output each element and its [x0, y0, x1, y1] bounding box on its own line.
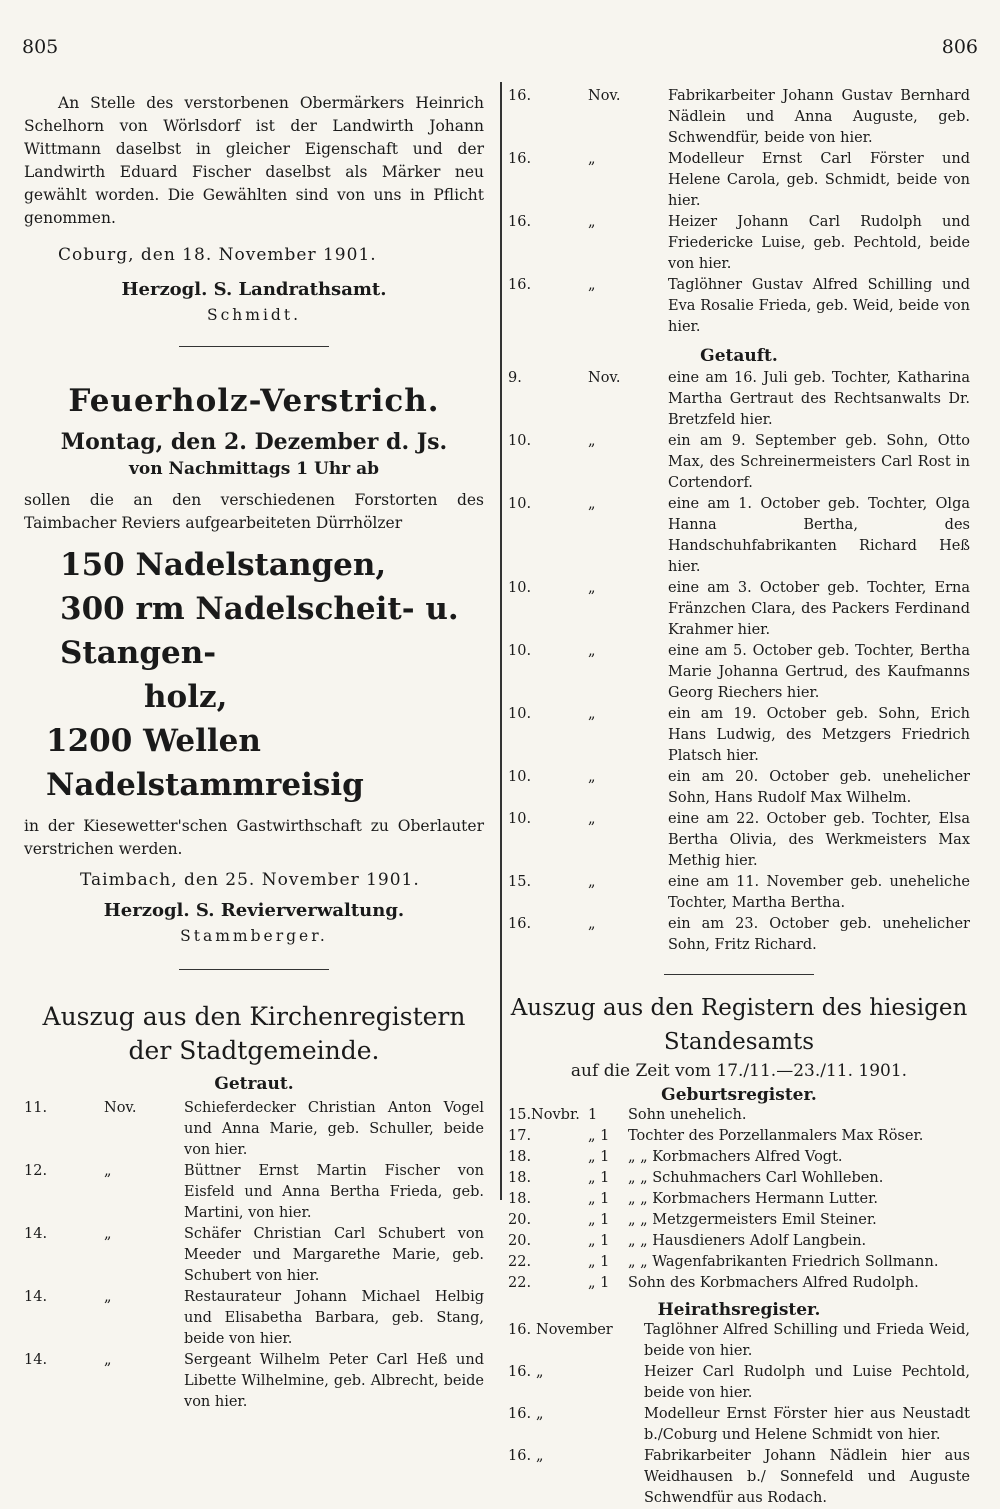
married-list-continued	[508, 86, 970, 338]
column-divider	[500, 82, 502, 1200]
marriages-title: Heirathsregister.	[657, 1300, 821, 1320]
auction-title: Feuerholz-Verstrich.	[68, 383, 440, 419]
auction-place-date: Taimbach, den 25. November 1901.	[80, 870, 420, 890]
list-item: 14. „ Schäfer Christian Carl Schubert von Meeder und Margarethe Marie, geb. Schubert von hier.	[24, 1226, 484, 1284]
list-item: 10. „ ein am 9. September geb. Sohn, Otto Max, des Schreinermeisters Carl Rost in Cortendorf.	[508, 433, 970, 491]
auction-signer: Stammberger.	[180, 927, 328, 945]
list-item: 10. „ eine am 1. October geb. Tochter, Olga Hanna Bertha, des Handschuhfabrikanten Richard Heß hier.	[508, 496, 970, 575]
notice-signer: Schmidt.	[206, 306, 301, 324]
list-item: 18. „ 1 „ „ Schuhmachers Carl Wohlleben.	[508, 1170, 884, 1186]
births-title: Geburtsregister.	[661, 1085, 817, 1105]
separator	[179, 346, 329, 347]
auction-item-1: 150 Nadelstangen,	[60, 547, 387, 583]
list-item: 18. „ 1 „ „ Korbmachers Hermann Lutter.	[508, 1191, 879, 1207]
baptized-list	[508, 368, 970, 956]
list-item: 17. „ 1 Tochter des Porzellanmalers Max Röser.	[508, 1128, 924, 1144]
auction-item-3: 1200 Wellen Nadelstammreisig	[46, 723, 364, 803]
auction-intro: sollen die an den verschiedenen Forstorten des Taimbacher Reviers aufgearbeiteten Dürrhölzer	[24, 491, 484, 532]
page-number-left: 805	[22, 36, 59, 58]
left-column	[24, 86, 484, 1413]
list-item: 16. „ ein am 23. October geb. unehelicher Sohn, Fritz Richard.	[508, 916, 970, 953]
separator	[179, 969, 329, 970]
list-item: 16. „ Heizer Johann Carl Rudolph und Friedericke Luise, geb. Pechtold, beide von hier.	[508, 214, 970, 272]
list-item: 20. „ 1 „ „ Metzgermeisters Emil Steiner.	[508, 1212, 877, 1228]
separator	[664, 974, 814, 975]
list-item: 14. „ Restaurateur Johann Michael Helbig und Elisabetha Barbara, geb. Stang, beide von hier.	[24, 1289, 484, 1347]
list-item: 10. „ ein am 19. October geb. Sohn, Erich Hans Ludwig, des Metzgers Friedrich Platsch hier.	[508, 706, 970, 764]
list-item: 16. „ Taglöhner Gustav Alfred Schilling und Eva Rosalie Frieda, geb. Weid, beide von hier.	[508, 277, 970, 335]
notice-authority: Herzogl. S. Landrathsamt.	[121, 279, 387, 300]
auction-item-2: 300 rm Nadelscheit- u. Stangen-	[60, 591, 459, 671]
right-column	[508, 86, 970, 1509]
list-item: 22. „ 1 Sohn des Korbmachers Alfred Rudolph.	[508, 1275, 919, 1291]
list-item: 16. „ Modelleur Ernst Carl Förster und Helene Carola, geb. Schmidt, beide von hier.	[508, 151, 970, 209]
list-item: 18. „ 1 „ „ Korbmachers Alfred Vogt.	[508, 1149, 843, 1165]
notice-date: Coburg, den 18. November 1901.	[58, 245, 377, 265]
church-section-title: Getraut.	[214, 1074, 294, 1094]
list-item: 16. „ Fabrikarbeiter Johann Nädlein hier aus Weidhausen b./ Sonnefeld und Auguste Schwendfür aus Rodach.	[508, 1448, 970, 1506]
list-item: 14. „ Sergeant Wilhelm Peter Carl Heß und Libette Wilhelmine, geb. Albrecht, beide von hier.	[24, 1352, 484, 1410]
list-item: 11. Nov. Schieferdecker Christian Anton Vogel und Anna Marie, geb. Schuller, beide von hier.	[24, 1100, 484, 1158]
list-item: 16. November Taglöhner Alfred Schilling und Frieda Weid, beide von hier.	[508, 1322, 970, 1359]
baptized-title: Getauft.	[700, 346, 778, 366]
list-item: 15. „ eine am 11. November geb. uneheliche Tochter, Martha Bertha.	[508, 874, 970, 911]
list-item: 12. „ Büttner Ernst Martin Fischer von Eisfeld und Anna Bertha Frieda, geb. Martini, von hier.	[24, 1163, 484, 1221]
civil-period: auf die Zeit vom 17./11.—23./11. 1901.	[570, 1061, 908, 1081]
auction-date: Montag, den 2. Dezember d. Js.	[60, 429, 448, 455]
list-item: 15.Novbr. 1 Sohn unehelich.	[508, 1107, 747, 1123]
marriages-list	[508, 1320, 970, 1509]
page-number-right: 806	[941, 36, 978, 58]
list-item: 10. „ eine am 3. October geb. Tochter, Erna Fränzchen Clara, des Packers Ferdinand Krahmer hier.	[508, 580, 970, 638]
list-item: 16. „ Modelleur Ernst Förster hier aus Neustadt b./Coburg und Helene Schmidt von hier.	[508, 1406, 970, 1443]
auction-authority: Herzogl. S. Revierverwaltung.	[103, 900, 405, 921]
church-married-list	[24, 1098, 484, 1413]
auction-outro: in der Kiesewetter'schen Gastwirthschaft zu Oberlauter verstrichen werden.	[24, 817, 484, 858]
list-item: 16. Nov. Fabrikarbeiter Johann Gustav Bernhard Nädlein und Anna Auguste, geb. Schwendfür, beide von hier.	[508, 88, 970, 146]
church-title-1: Auszug aus den Kirchenregistern	[42, 1002, 466, 1031]
notice-text: An Stelle des verstorbenen Obermärkers Heinrich Schelhorn von Wörlsdorf ist der Landwirth Johann Wittmann daselbst in gleicher Eigenschaft und der Landwirth Eduard Fischer daselbst als Märker neu gewählt worden. Die Gewählten sind von uns in Pflicht genommen.	[24, 94, 484, 227]
list-item: 10. „ ein am 20. October geb. unehelicher Sohn, Hans Rudolf Max Wilhelm.	[508, 769, 970, 806]
auction-time: von Nachmittags 1 Uhr ab	[128, 459, 379, 479]
list-item: 22. „ 1 „ „ Wagenfabrikanten Friedrich Sollmann.	[508, 1254, 939, 1270]
births-list	[508, 1105, 970, 1294]
list-item: 10. „ eine am 22. October geb. Tochter, Elsa Bertha Olivia, des Werkmeisters Max Methig hier.	[508, 811, 970, 869]
list-item: 20. „ 1 „ „ Hausdieners Adolf Langbein.	[508, 1233, 867, 1249]
civil-title-1: Auszug aus den Registern des hiesigen	[510, 995, 968, 1021]
church-title-2: der Stadtgemeinde.	[128, 1036, 380, 1065]
civil-title-2: Standesamts	[663, 1029, 815, 1055]
list-item: 16. „ Heizer Carl Rudolph und Luise Pechtold, beide von hier.	[508, 1364, 970, 1401]
list-item: 10. „ eine am 5. October geb. Tochter, Bertha Marie Johanna Gertrud, des Kaufmanns Georg Riechers hier.	[508, 643, 970, 701]
auction-item-2b: holz,	[144, 679, 228, 715]
list-item: 9. Nov. eine am 16. Juli geb. Tochter, Katharina Martha Gertraut des Rechtsanwalts Dr. Bretzfeld hier.	[508, 370, 970, 428]
